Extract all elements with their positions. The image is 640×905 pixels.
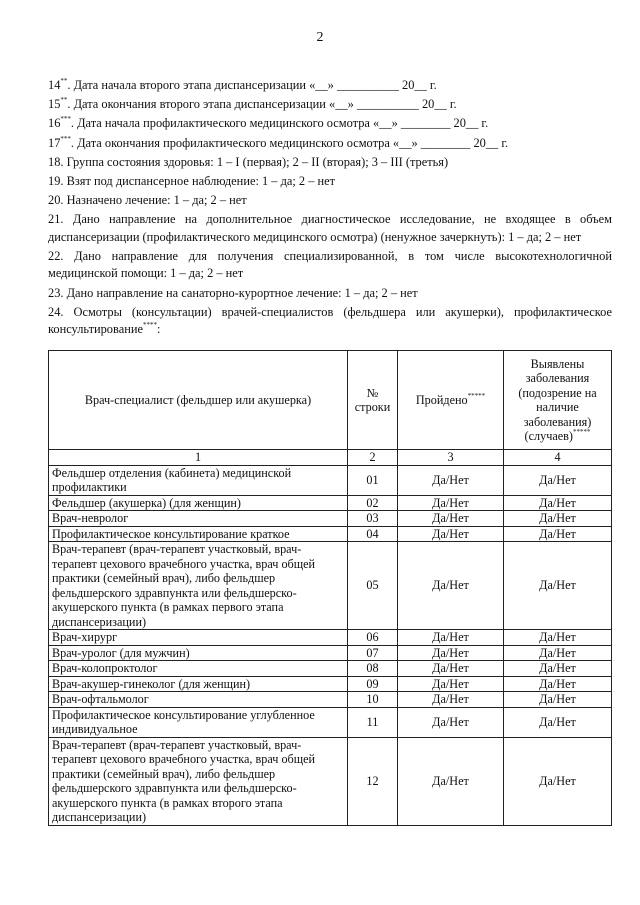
form-item <box>48 173 612 190</box>
form-items-list <box>48 77 612 340</box>
item-text: . Дата начала профилактического медицинского осмотра «__» ________ 20__ г. <box>70 116 489 131</box>
specialist-cell: Врач-невролог <box>49 511 348 527</box>
done-cell: Да/Нет <box>398 676 504 692</box>
form-item <box>48 248 612 283</box>
table-row <box>49 661 612 677</box>
column-number: 3 <box>398 450 504 466</box>
row-number-cell: 05 <box>348 542 398 630</box>
specialist-cell: Фельдшер отделения (кабинета) медицинской профилактики <box>49 465 348 495</box>
found-cell: Да/Нет <box>504 630 612 646</box>
found-cell: Да/Нет <box>504 465 612 495</box>
column-number: 1 <box>49 450 348 466</box>
table-row <box>49 737 612 825</box>
item-number: 14 <box>48 78 61 92</box>
table-body <box>49 465 612 825</box>
column-numbers-row <box>49 450 612 466</box>
table-row <box>49 707 612 737</box>
table-row <box>49 542 612 630</box>
specialist-cell: Врач-офтальмолог <box>49 692 348 708</box>
table-row <box>49 511 612 527</box>
row-number-cell: 10 <box>348 692 398 708</box>
found-cell: Да/Нет <box>504 645 612 661</box>
done-cell: Да/Нет <box>398 542 504 630</box>
form-item <box>48 77 612 94</box>
done-cell: Да/Нет <box>398 526 504 542</box>
table-row <box>49 495 612 511</box>
specialists-table-wrapper <box>48 350 612 826</box>
table-header-row <box>49 351 612 450</box>
row-number-cell: 08 <box>348 661 398 677</box>
item-text: 19. Взят под диспансерное наблюдение: 1 – да; 2 – нет <box>48 174 336 189</box>
found-cell: Да/Нет <box>504 526 612 542</box>
table-row <box>49 645 612 661</box>
specialist-cell: Профилактическое консультирование углубленное индивидуальное <box>49 707 348 737</box>
found-cell: Да/Нет <box>504 676 612 692</box>
item-tail: : <box>156 322 161 337</box>
item-footnote-mark: ** <box>60 77 68 85</box>
item-footnote-mark: *** <box>60 134 71 143</box>
done-cell: Да/Нет <box>398 630 504 646</box>
specialist-cell: Профилактическое консультирование краткое <box>49 526 348 542</box>
specialist-cell: Врач-терапевт (врач-терапевт участковый, врач-терапевт цехового врачебного участка, врач общей практики (семейный врач), либо фельдшер фельдшерского здравпункта или фельдшерско-акушерского пункта (в рамках первого этапа диспансеризации) <box>49 542 348 630</box>
header-done-footnote: ***** <box>467 391 486 400</box>
row-number-cell: 11 <box>348 707 398 737</box>
item-text: 22. Дано направление для получения специализированной, в том числе высокотехнологичной медицинской помощи: 1 – да; 2 – нет <box>48 249 612 281</box>
row-number-cell: 06 <box>348 630 398 646</box>
done-cell: Да/Нет <box>398 511 504 527</box>
found-cell: Да/Нет <box>504 511 612 527</box>
row-number-cell: 04 <box>348 526 398 542</box>
table-row <box>49 465 612 495</box>
table-row <box>49 692 612 708</box>
header-found <box>504 351 612 450</box>
page-number: 2 <box>316 30 324 45</box>
header-specialist: Врач-специалист (фельдшер или акушерка) <box>49 351 348 450</box>
item-text: 23. Дано направление на санаторно-курортное лечение: 1 – да; 2 – нет <box>48 285 418 300</box>
item-footnote-mark: ** <box>60 96 68 105</box>
item-number: 15 <box>48 97 61 112</box>
done-cell: Да/Нет <box>398 495 504 511</box>
done-cell: Да/Нет <box>398 692 504 708</box>
found-cell: Да/Нет <box>504 495 612 511</box>
specialist-cell: Врач-уролог (для мужчин) <box>49 645 348 661</box>
item-text: 20. Назначено лечение: 1 – да; 2 – нет <box>48 193 247 208</box>
done-cell: Да/Нет <box>398 737 504 825</box>
row-number-cell: 01 <box>348 465 398 495</box>
specialist-cell: Врач-терапевт (врач-терапевт участковый, врач-терапевт цехового врачебного участка, врач общей практики (семейный врач), либо фельдшер фельдшерского здравпункта или фельдшерско-акушерского пункта (в рамках второго этапа диспансеризации) <box>49 737 348 825</box>
found-cell: Да/Нет <box>504 692 612 708</box>
header-done-label: Пройдено <box>415 392 468 407</box>
table-row <box>49 630 612 646</box>
item-footnote-mark: *** <box>60 115 71 124</box>
specialists-table <box>48 350 612 826</box>
specialist-cell: Врач-колопроктолог <box>49 661 348 677</box>
found-cell: Да/Нет <box>504 707 612 737</box>
found-cell: Да/Нет <box>504 737 612 825</box>
row-number-cell: 09 <box>348 676 398 692</box>
header-found-footnote: ***** <box>572 428 591 436</box>
form-item <box>48 192 612 209</box>
specialist-cell: Врач-хирург <box>49 630 348 646</box>
header-found-label: Выявлены заболевания (подозрение на наличие заболевания) (случаев) <box>518 356 597 443</box>
row-number-cell: 07 <box>348 645 398 661</box>
done-cell: Да/Нет <box>398 661 504 677</box>
row-number-cell: 03 <box>348 511 398 527</box>
form-item <box>48 285 612 302</box>
column-number: 4 <box>504 450 612 466</box>
form-item <box>48 211 612 246</box>
column-number: 2 <box>348 450 398 466</box>
item-text: 24. Осмотры (консультации) врачей-специалистов (фельдшера или акушерки), профилактическое консультирование <box>48 304 612 337</box>
item-text: 21. Дано направление на дополнительное диагностическое исследование, не входящее в объем диспансеризации (профилактического медицинского осмотра) (ненужное зачеркнуть): 1 – да; 2 – нет <box>48 212 612 244</box>
table-row <box>49 676 612 692</box>
done-cell: Да/Нет <box>398 645 504 661</box>
item-text: 18. Группа состояния здоровья: 1 – I (первая); 2 – II (вторая); 3 – III (третья) <box>48 154 449 169</box>
table-row <box>49 526 612 542</box>
found-cell: Да/Нет <box>504 542 612 630</box>
done-cell: Да/Нет <box>398 465 504 495</box>
item-text: . Дата начала второго этапа диспансеризации «__» __________ 20__ г. <box>67 78 437 92</box>
specialist-cell: Фельдшер (акушерка) (для женщин) <box>49 495 348 511</box>
header-done <box>398 351 504 450</box>
form-item <box>48 304 612 339</box>
form-item <box>48 154 612 171</box>
form-item <box>48 115 612 132</box>
item-footnote-mark: **** <box>142 321 157 330</box>
form-item <box>48 135 612 152</box>
row-number-cell: 12 <box>348 737 398 825</box>
item-text: . Дата окончания профилактического медицинского осмотра «__» ________ 20__ г. <box>70 135 509 150</box>
item-number: 16 <box>48 116 61 131</box>
form-item <box>48 96 612 113</box>
specialist-cell: Врач-акушер-гинеколог (для женщин) <box>49 676 348 692</box>
item-number: 17 <box>48 135 61 150</box>
header-row-number: № строки <box>348 351 398 450</box>
row-number-cell: 02 <box>348 495 398 511</box>
item-text: . Дата окончания второго этапа диспансеризации «__» __________ 20__ г. <box>67 97 457 112</box>
done-cell: Да/Нет <box>398 707 504 737</box>
found-cell: Да/Нет <box>504 661 612 677</box>
